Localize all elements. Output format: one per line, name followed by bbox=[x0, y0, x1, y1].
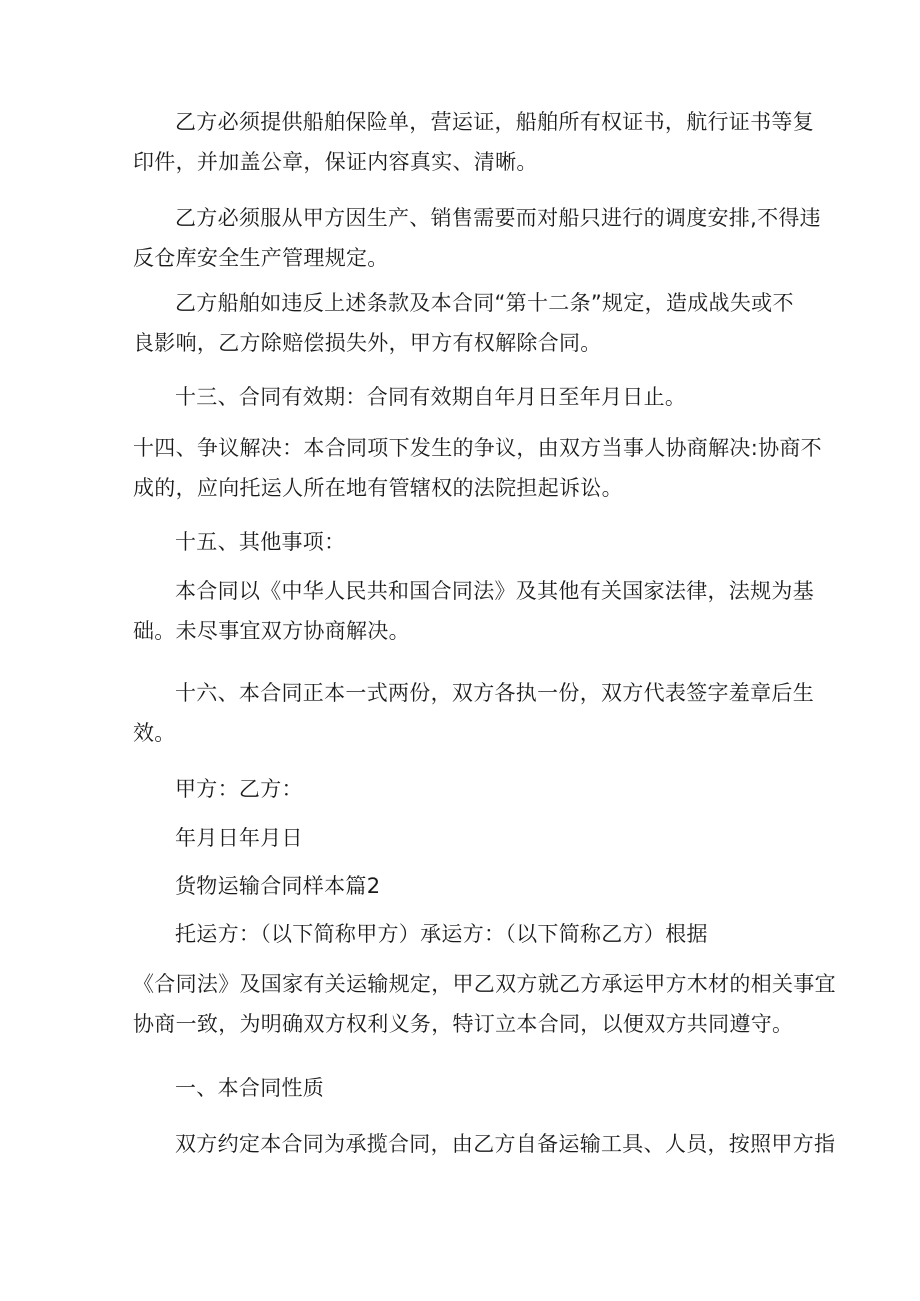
text-line: 乙方船舶如违反上述条款及本合同“第十二条”规定，造成战失或不 bbox=[175, 291, 794, 315]
clause-14-dispute bbox=[133, 428, 822, 508]
paragraph-ship-documents bbox=[133, 102, 814, 182]
text-line: 乙方必须服从甲方因生产、销售需要而对船只进行的调度安排,不得违 bbox=[175, 206, 821, 230]
paragraph-contract-type bbox=[133, 1124, 836, 1164]
text-line: 《合同法》及国家有关运输规定，甲乙双方就乙方承运甲方木材的相关事宜 bbox=[133, 972, 836, 996]
text-line: 十五、其他事项： bbox=[175, 530, 346, 554]
text-line: 托运方：（以下简称甲方）承运方：（以下简称乙方）根据 bbox=[175, 922, 708, 946]
signature-dates bbox=[133, 818, 793, 858]
text-line: 十六、本合同正本一式两份，双方各执一份，双方代表签字羞章后生 bbox=[175, 681, 814, 705]
section-title-sample-2 bbox=[133, 866, 793, 906]
text-line: 货物运输合同样本篇2 bbox=[175, 874, 381, 898]
text-line: 效。 bbox=[133, 721, 176, 745]
paragraph-breach-termination bbox=[133, 283, 793, 363]
signature-parties bbox=[133, 769, 793, 809]
text-line: 一、本合同性质 bbox=[175, 1076, 325, 1100]
text-line: 乙方必须提供船舶保险单，营运证，船舶所有权证书，航行证书等复 bbox=[175, 110, 814, 134]
text-line: 协商一致，为明确双方权利义务，特订立本合同，以便双方共同遵守。 bbox=[133, 1012, 794, 1036]
text-line: 十四、争议解决：本合同项下发生的争议，由双方当事人协商解决:协商不 bbox=[133, 436, 822, 460]
clause-1-nature bbox=[133, 1068, 793, 1108]
paragraph-legal-basis bbox=[133, 571, 814, 651]
text-line: 甲方：乙方： bbox=[175, 777, 303, 801]
text-line: 良影响，乙方除赔偿损失外，甲方有权解除合同。 bbox=[133, 331, 602, 355]
text-line: 本合同以《中华人民共和国合同法》及其他有关国家法律，法规为基 bbox=[175, 579, 814, 603]
clause-13-validity bbox=[133, 377, 793, 417]
text-line: 年月日年月日 bbox=[175, 826, 303, 850]
clause-16-copies bbox=[133, 673, 814, 753]
text-line: 印件，并加盖公章，保证内容真实、清晰。 bbox=[133, 150, 538, 174]
paragraph-parties-preamble bbox=[133, 914, 836, 1044]
text-line: 双方约定本合同为承揽合同，由乙方自备运输工具、人员，按照甲方指 bbox=[175, 1132, 836, 1156]
text-line: 反仓库安全生产管理规定。 bbox=[133, 246, 389, 270]
clause-15-other bbox=[133, 522, 793, 562]
text-line: 十三、合同有效期：合同有效期自年月日至年月日止。 bbox=[175, 385, 687, 409]
paragraph-dispatch-obedience bbox=[133, 198, 821, 278]
text-line: 础。未尽事宜双方协商解决。 bbox=[133, 619, 410, 643]
text-line: 成的，应向托运人所在地有管辖权的法院担起诉讼。 bbox=[133, 476, 623, 500]
